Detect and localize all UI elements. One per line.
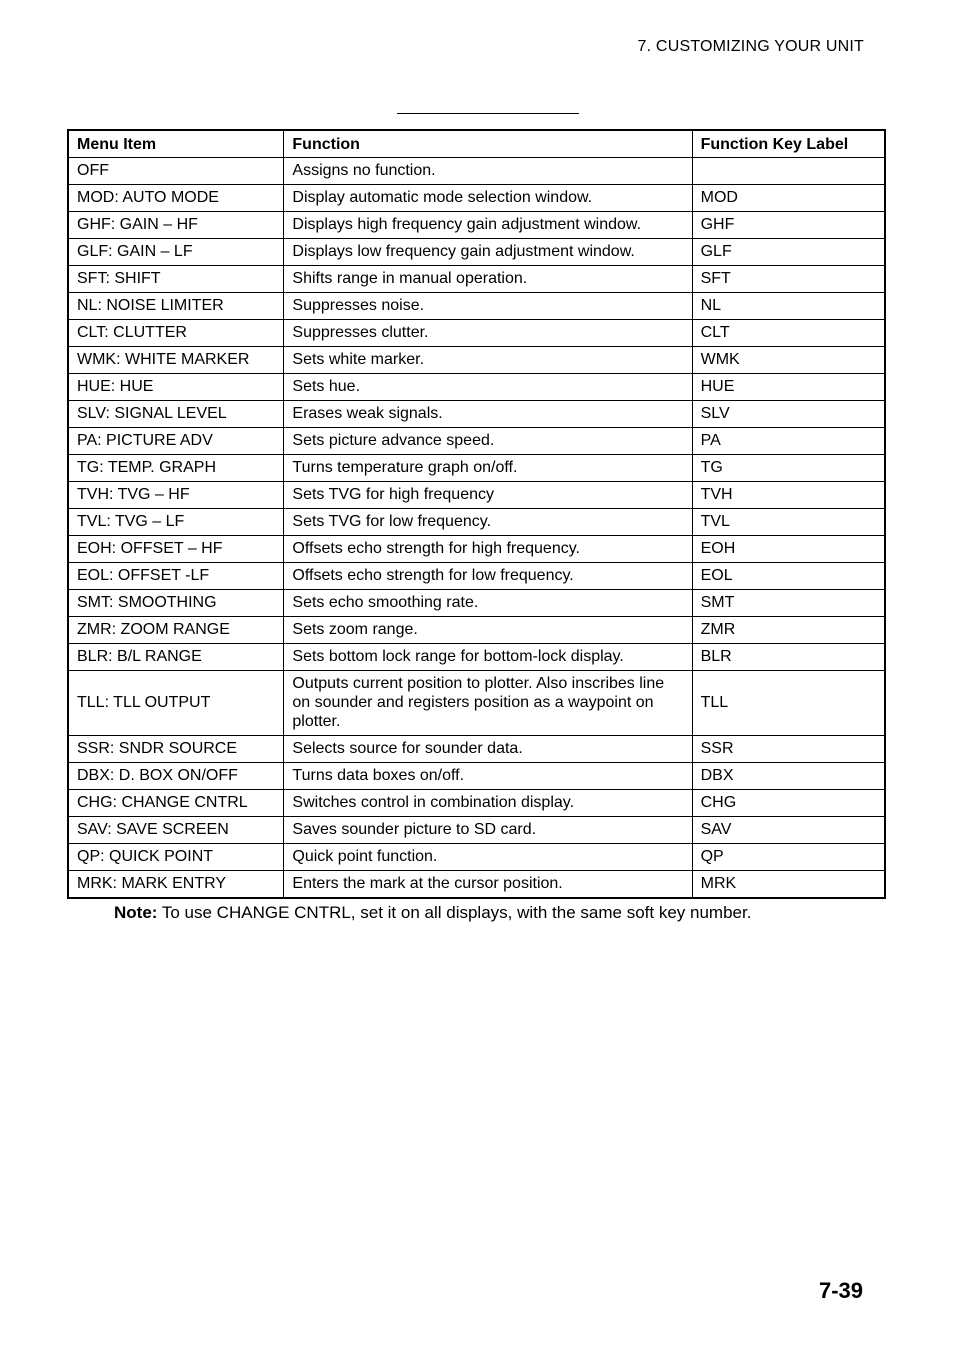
menu-item-cell: SMT: SMOOTHING: [68, 590, 284, 617]
note-label: Note:: [114, 903, 158, 922]
table-row: [68, 817, 885, 844]
menu-item-cell: EOL: OFFSET -LF: [68, 563, 284, 590]
key-label-cell: CHG: [692, 790, 885, 817]
key-label-cell: GLF: [692, 239, 885, 266]
menu-item-cell: MOD: AUTO MODE: [68, 185, 284, 212]
key-label-cell: GHF: [692, 212, 885, 239]
function-cell: Erases weak signals.: [284, 401, 692, 428]
table-row: [68, 763, 885, 790]
column-header-function: Function: [284, 130, 692, 158]
function-cell: Displays high frequency gain adjustment window.: [284, 212, 692, 239]
function-cell: Sets white marker.: [284, 347, 692, 374]
menu-item-cell: SAV: SAVE SCREEN: [68, 817, 284, 844]
function-cell: Offsets echo strength for high frequency.: [284, 536, 692, 563]
function-cell: Outputs current position to plotter. Also inscribes line on sounder and registers position as a waypoint on plotter.: [284, 671, 692, 736]
menu-item-cell: WMK: WHITE MARKER: [68, 347, 284, 374]
table-row: [68, 617, 885, 644]
note: [114, 903, 751, 923]
key-label-cell: EOL: [692, 563, 885, 590]
key-label-cell: QP: [692, 844, 885, 871]
table-row: [68, 509, 885, 536]
key-label-cell: TVH: [692, 482, 885, 509]
table-row: [68, 871, 885, 899]
key-label-cell: NL: [692, 293, 885, 320]
key-label-cell: CLT: [692, 320, 885, 347]
function-cell: Assigns no function.: [284, 158, 692, 185]
table-row: [68, 212, 885, 239]
menu-item-cell: ZMR: ZOOM RANGE: [68, 617, 284, 644]
menu-item-cell: GLF: GAIN – LF: [68, 239, 284, 266]
table-row: [68, 844, 885, 871]
function-cell: Turns data boxes on/off.: [284, 763, 692, 790]
menu-item-cell: TG: TEMP. GRAPH: [68, 455, 284, 482]
table-row: [68, 455, 885, 482]
function-cell: Sets TVG for low frequency.: [284, 509, 692, 536]
table-row: [68, 590, 885, 617]
table-row: [68, 185, 885, 212]
function-cell: Sets bottom lock range for bottom-lock display.: [284, 644, 692, 671]
table-row: [68, 266, 885, 293]
function-cell: Sets picture advance speed.: [284, 428, 692, 455]
menu-item-cell: MRK: MARK ENTRY: [68, 871, 284, 899]
function-cell: Switches control in combination display.: [284, 790, 692, 817]
function-cell: Suppresses clutter.: [284, 320, 692, 347]
table-row: [68, 790, 885, 817]
key-label-cell: SLV: [692, 401, 885, 428]
page-number: 7-39: [818, 1278, 863, 1303]
function-cell: Shifts range in manual operation.: [284, 266, 692, 293]
key-label-cell: HUE: [692, 374, 885, 401]
key-label-cell: SAV: [692, 817, 885, 844]
menu-item-cell: BLR: B/L RANGE: [68, 644, 284, 671]
key-label-cell: WMK: [692, 347, 885, 374]
menu-item-cell: CHG: CHANGE CNTRL: [68, 790, 284, 817]
key-label-cell: [692, 158, 885, 185]
function-cell: Display automatic mode selection window.: [284, 185, 692, 212]
function-key-table: [67, 129, 886, 899]
menu-item-cell: EOH: OFFSET – HF: [68, 536, 284, 563]
key-label-cell: TLL: [692, 671, 885, 736]
table-row: [68, 428, 885, 455]
key-label-cell: MRK: [692, 871, 885, 899]
menu-item-cell: SFT: SHIFT: [68, 266, 284, 293]
table-row: [68, 401, 885, 428]
function-cell: Turns temperature graph on/off.: [284, 455, 692, 482]
table-row: [68, 347, 885, 374]
function-cell: Saves sounder picture to SD card.: [284, 817, 692, 844]
table-row: [68, 644, 885, 671]
menu-item-cell: TVH: TVG – HF: [68, 482, 284, 509]
menu-item-cell: HUE: HUE: [68, 374, 284, 401]
note-text: To use CHANGE CNTRL, set it on all displays, with the same soft key number.: [157, 903, 752, 922]
menu-item-cell: TVL: TVG – LF: [68, 509, 284, 536]
menu-item-cell: GHF: GAIN – HF: [68, 212, 284, 239]
menu-item-cell: PA: PICTURE ADV: [68, 428, 284, 455]
key-label-cell: TG: [692, 455, 885, 482]
key-label-cell: MOD: [692, 185, 885, 212]
function-cell: Suppresses noise.: [284, 293, 692, 320]
key-label-cell: ZMR: [692, 617, 885, 644]
table-row: [68, 320, 885, 347]
key-label-cell: SMT: [692, 590, 885, 617]
menu-item-cell: OFF: [68, 158, 284, 185]
table-row: [68, 239, 885, 266]
key-label-cell: BLR: [692, 644, 885, 671]
table-row: [68, 158, 885, 185]
menu-item-cell: DBX: D. BOX ON/OFF: [68, 763, 284, 790]
menu-item-cell: CLT: CLUTTER: [68, 320, 284, 347]
table-row: [68, 293, 885, 320]
table-row: [68, 563, 885, 590]
table-row: [68, 482, 885, 509]
title-rule: [397, 113, 579, 114]
menu-item-cell: QP: QUICK POINT: [68, 844, 284, 871]
function-cell: Quick point function.: [284, 844, 692, 871]
key-label-cell: SSR: [692, 736, 885, 763]
table-header-row: [68, 130, 885, 158]
function-cell: Sets hue.: [284, 374, 692, 401]
column-header-key-label: Function Key Label: [692, 130, 885, 158]
function-cell: Enters the mark at the cursor position.: [284, 871, 692, 899]
key-label-cell: EOH: [692, 536, 885, 563]
table-row: [68, 736, 885, 763]
function-cell: Sets TVG for high frequency: [284, 482, 692, 509]
table-row: [68, 671, 885, 736]
table-row: [68, 374, 885, 401]
running-header: 7. CUSTOMIZING YOUR UNIT: [637, 38, 864, 55]
key-label-cell: PA: [692, 428, 885, 455]
function-cell: Sets echo smoothing rate.: [284, 590, 692, 617]
key-label-cell: SFT: [692, 266, 885, 293]
function-cell: Displays low frequency gain adjustment window.: [284, 239, 692, 266]
key-label-cell: TVL: [692, 509, 885, 536]
table-row: [68, 536, 885, 563]
menu-item-cell: SSR: SNDR SOURCE: [68, 736, 284, 763]
function-cell: Sets zoom range.: [284, 617, 692, 644]
key-label-cell: DBX: [692, 763, 885, 790]
function-cell: Offsets echo strength for low frequency.: [284, 563, 692, 590]
column-header-menu-item: Menu Item: [68, 130, 284, 158]
menu-item-cell: NL: NOISE LIMITER: [68, 293, 284, 320]
menu-item-cell: SLV: SIGNAL LEVEL: [68, 401, 284, 428]
function-cell: Selects source for sounder data.: [284, 736, 692, 763]
menu-item-cell: TLL: TLL OUTPUT: [68, 671, 284, 736]
